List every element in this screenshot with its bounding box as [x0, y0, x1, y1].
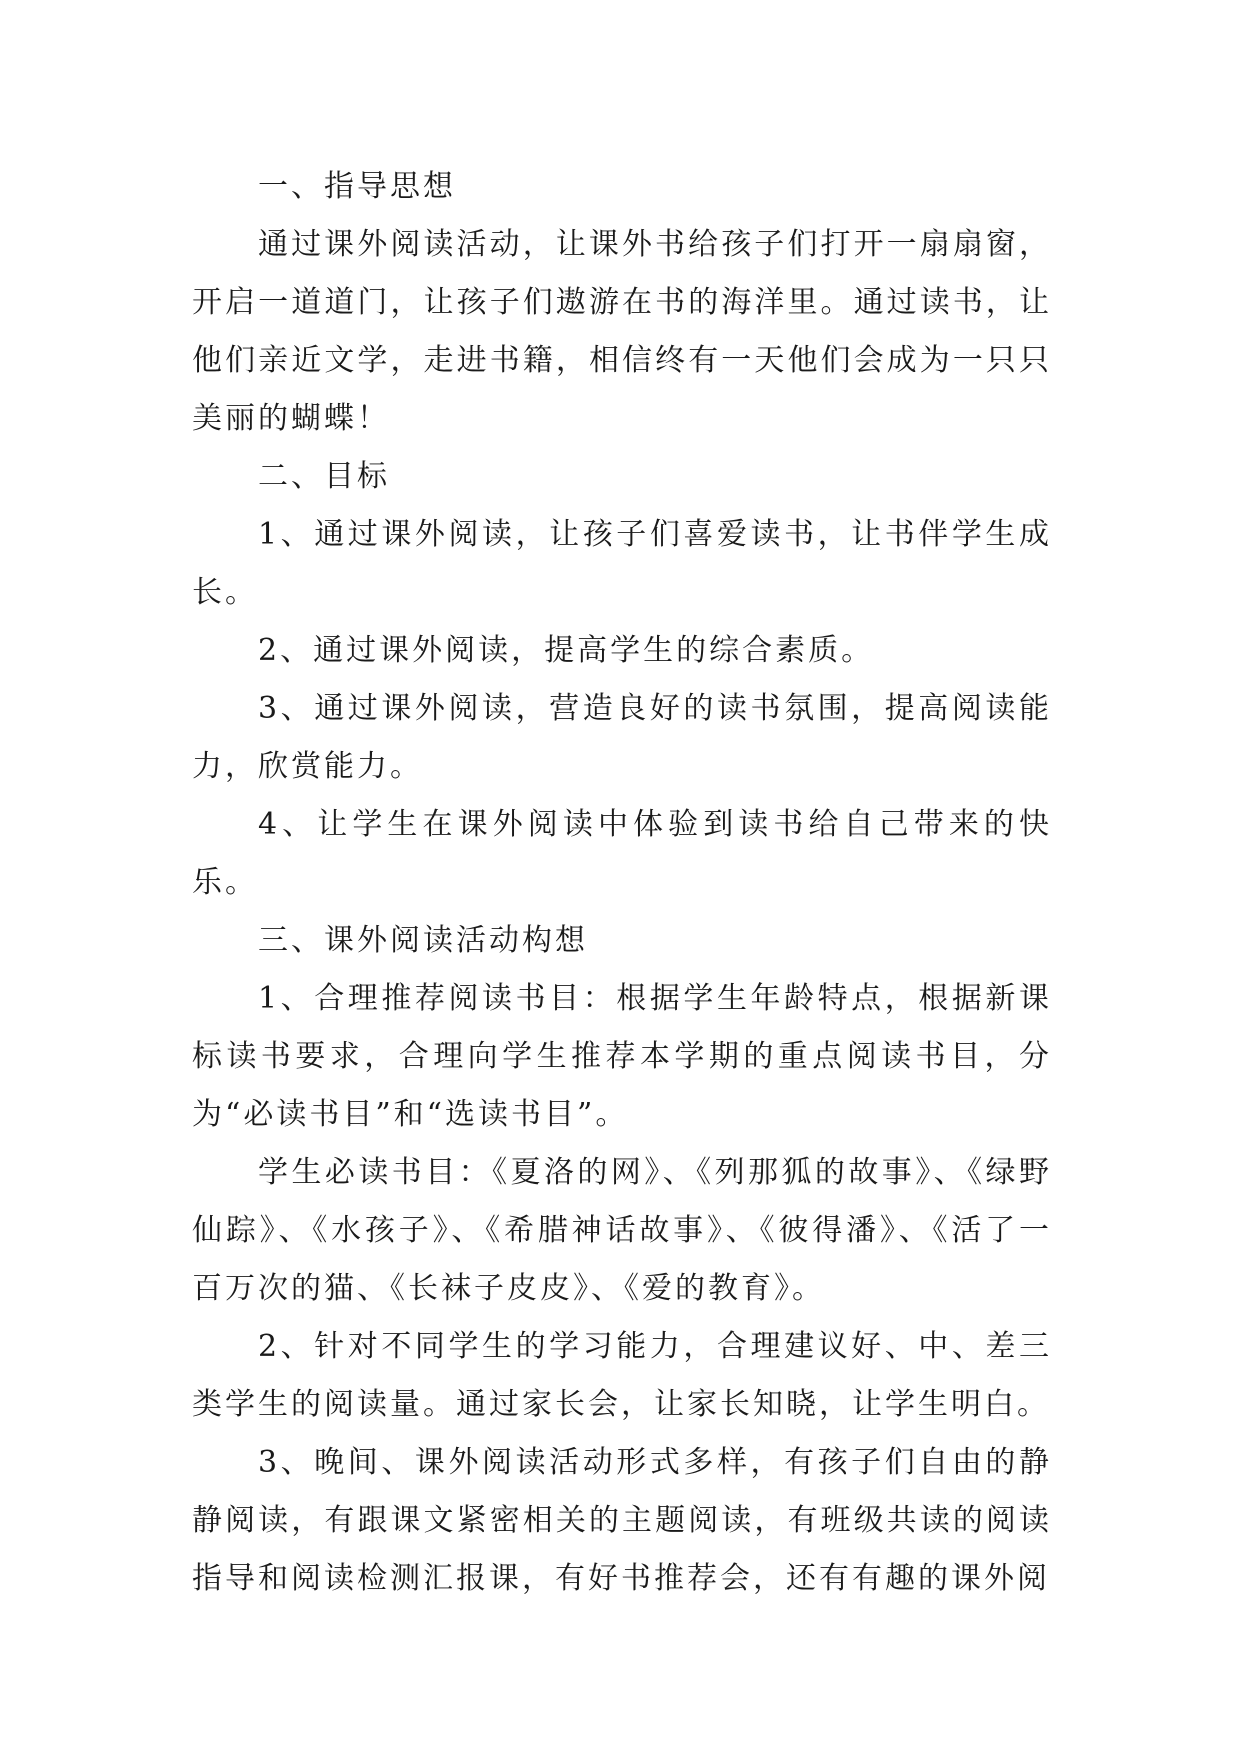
paragraph-guiding-thought: 通过课外阅读活动，让课外书给孩子们打开一扇扇窗，开启一道道门，让孩子们遨游在书的海洋里。通过读书，让他们亲近文学，走进书籍，相信终有一天他们会成为一只只美丽的蝴蝶！: [192, 227, 1052, 436]
goal-item-2: 2、通过课外阅读，提高学生的综合素质。: [258, 633, 875, 668]
heading-goals: 二、目标: [258, 459, 390, 494]
heading-activity-plan: 三、课外阅读活动构想: [258, 923, 588, 958]
required-reading-list: 学生必读书目：《夏洛的网》、《列那狐的故事》、《绿野仙踪》、《水孩子》、《希腊神话故事》、《彼得潘》、《活了一百万次的猫、《长袜子皮皮》、《爱的教育》。: [192, 1155, 1052, 1306]
plan-item-3: 3、晚间、课外阅读活动形式多样，有孩子们自由的静静阅读，有跟课文紧密相关的主题阅读，有班级共读的阅读指导和阅读检测汇报课，有好书推荐会，还有有趣的课外阅: [192, 1445, 1052, 1596]
goal-item-3: 3、通过课外阅读，营造良好的读书氛围，提高阅读能力，欣赏能力。: [192, 691, 1052, 784]
plan-item-2: 2、针对不同学生的学习能力，合理建议好、中、差三类学生的阅读量。通过家长会，让家长知晓，让学生明白。: [192, 1329, 1052, 1422]
heading-guiding-thought: 一、指导思想: [258, 169, 456, 204]
goal-item-4: 4、让学生在课外阅读中体验到读书给自己带来的快乐。: [192, 807, 1052, 900]
plan-item-1: 1、合理推荐阅读书目：根据学生年龄特点，根据新课标读书要求，合理向学生推荐本学期的重点阅读书目，分为“必读书目”和“选读书目”。: [192, 981, 1052, 1132]
goal-item-1: 1、通过课外阅读，让孩子们喜爱读书，让书伴学生成长。: [192, 517, 1052, 610]
document-body: [192, 158, 1052, 1608]
